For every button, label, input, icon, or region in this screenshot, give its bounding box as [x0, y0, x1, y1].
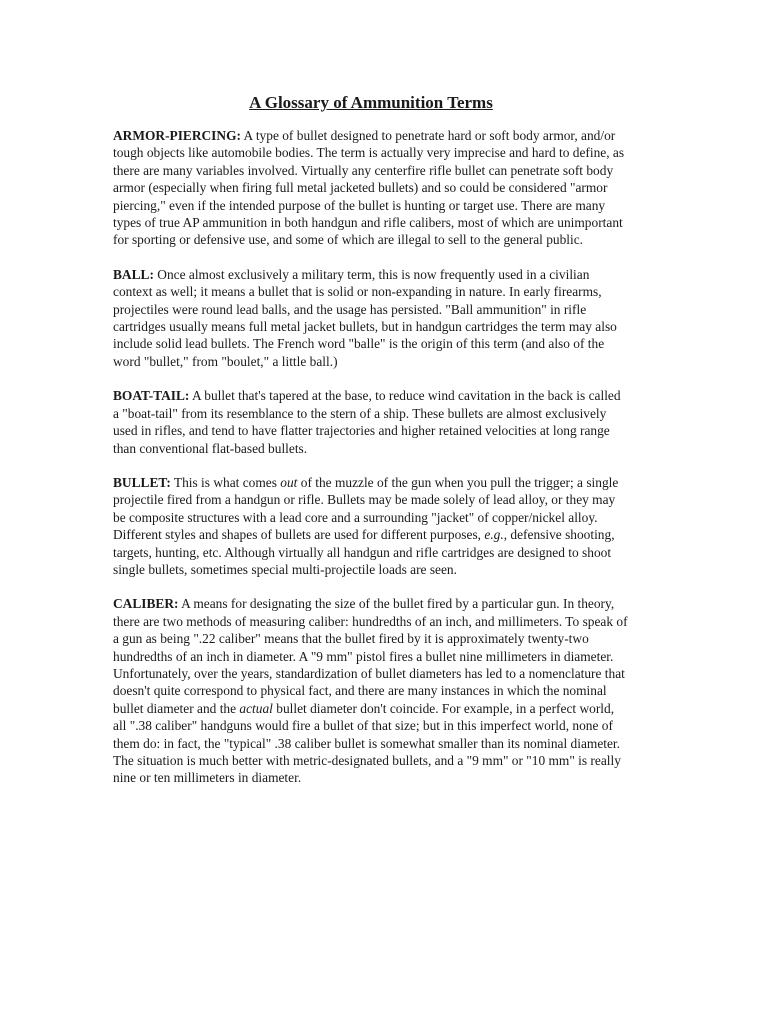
glossary-entry [113, 595, 629, 786]
definition-text: A bullet that's tapered at the base, to reduce wind cavitation in the back is called a "boat-tail" from its resemblance to the stern of a ship. These bullets are almost exclusively used in rifles, and tend to have flatter trajectories and higher retained velocities at long range than conventional flat-based bullets. [113, 388, 621, 456]
glossary-term: BULLET: [113, 474, 171, 490]
emphasized-text: out [280, 474, 298, 490]
glossary-term: BALL: [113, 266, 154, 282]
definition-text: , defensive shooting, targets, hunting, etc. Although virtually all handgun and rifle cartridges are designed to shoot single bullets, sometimes special multi-projectile loads are seen. [113, 527, 615, 577]
definition-text: This is what comes [170, 474, 281, 490]
glossary-entry [113, 474, 629, 578]
definition-text: bullet diameter don't coincide. For example, in a perfect world, all ".38 caliber" handguns would fire a bullet of that size; but in this imperfect world, none of them do: in fact, the "typical" .38 caliber bullet is somewhat smaller than its nominal diameter. The situation is much better with metric-designated bullets, and a "9 mm" or "10 mm" is really nine or ten millimeters in diameter. [113, 700, 621, 786]
document-page [113, 93, 629, 804]
glossary-term: CALIBER: [113, 596, 179, 612]
definition-text: of the muzzle of the gun when you pull the trigger; a single projectile fired from a handgun or rifle. Bullets may be made solely of lead alloy, or they may be composite structures with a lead core and a surrounding "jacket" of copper/nickel alloy. Different styles and shapes of bullets are used for different purposes, [113, 474, 619, 543]
glossary-entries [113, 127, 629, 787]
glossary-entry [113, 387, 629, 457]
glossary-term: ARMOR-PIERCING: [113, 128, 241, 143]
definition-text: A type of bullet designed to penetrate hard or soft body armor, and/or tough objects like automobile bodies. The term is actually very imprecise and hard to define, as there are many variables involved. Virtually any centerfire rifle bullet can penetrate soft body armor (especially when firing full metal jacketed bullets) and so could be considered "armor piercing," even if the intended purpose of the bullet is hunting or target use. There are many types of true AP ammunition in both handgun and rifle calibers, most of which are unimportant for sporting or defensive use, and some of which are illegal to sell to the general public. [113, 128, 625, 248]
glossary-entry [113, 266, 629, 370]
definition-text: A means for designating the size of the bullet fired by a particular gun. In theory, there are two methods of measuring caliber: hundredths of an inch, and millimeters. To speak of a gun as being ".22 caliber" means that the bullet fired by it is approximately twenty-two hundredths of an inch in diameter. A "9 mm" pistol fires a bullet nine millimeters in diameter. Unfortunately, over the years, standardization of bullet diameters has led to a nomenclature that doesn't quite correspond to physical fact, and there are many instances in which the nominal bullet diameter and the [113, 596, 628, 716]
glossary-entry [113, 127, 629, 249]
emphasized-text: actual [239, 700, 273, 716]
emphasized-text: e.g. [484, 527, 504, 543]
definition-text: Once almost exclusively a military term, this is now frequently used in a civilian context as well; it means a bullet that is solid or non-expanding in nature. In early firearms, projectiles were round lead balls, and the usage has persisted. "Ball ammunition" in rifle cartridges usually means full metal jacket bullets, but in handgun cartridges the term may also include solid lead bullets. The French word "balle" is the origin of this term (and also of the word "bullet," from "boulet," a little ball.) [113, 266, 617, 369]
glossary-term: BOAT-TAIL: [113, 388, 190, 404]
document-title: A Glossary of Ammunition Terms [249, 93, 493, 112]
